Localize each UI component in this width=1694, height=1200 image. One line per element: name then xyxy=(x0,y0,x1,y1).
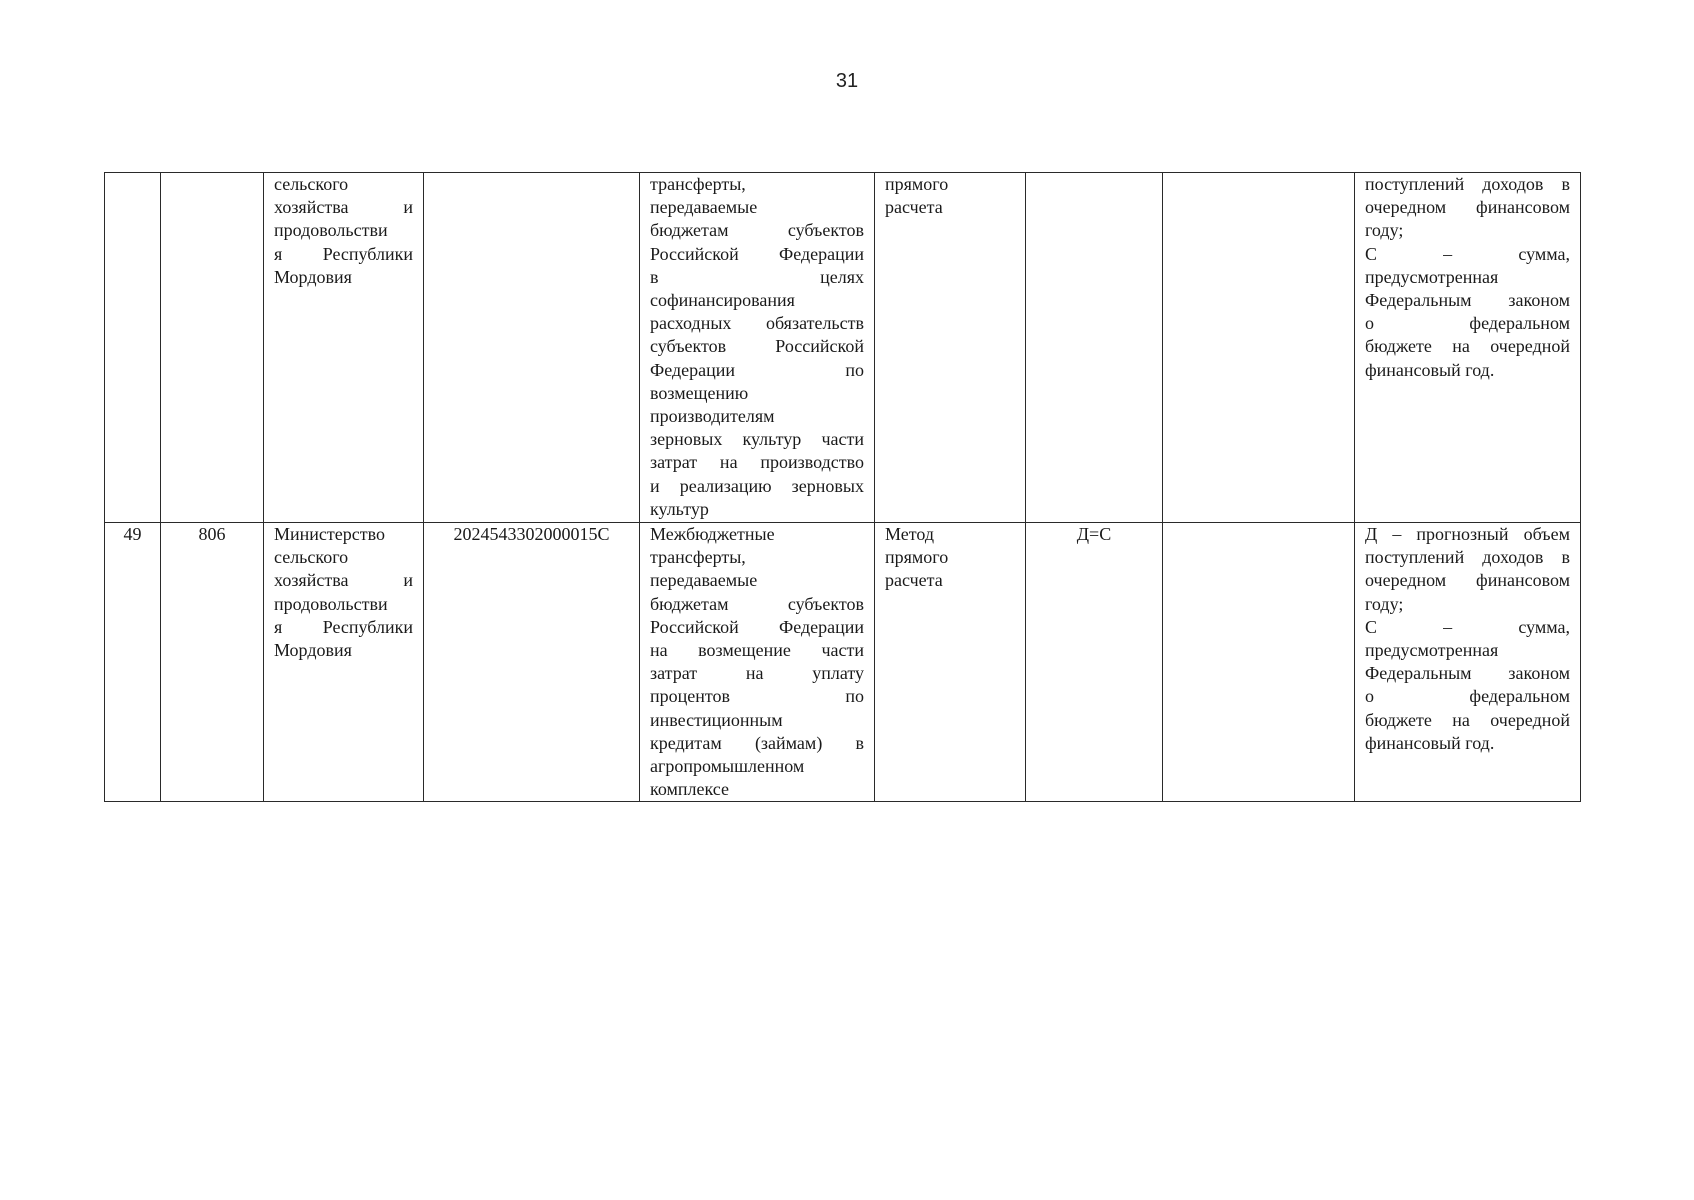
cell-line: я Республики xyxy=(274,243,413,264)
cell-revenue-name xyxy=(640,173,875,523)
cell-line: году; xyxy=(1365,593,1404,614)
cell-line: Мордовия xyxy=(274,266,352,287)
cell-description xyxy=(1355,173,1581,523)
cell-line: Федеральным законом xyxy=(1365,663,1570,684)
cell-line: возмещению xyxy=(650,382,749,403)
cell-line: я Республики xyxy=(274,616,413,637)
cell-line: хозяйства и xyxy=(274,197,413,218)
cell-line: Метод xyxy=(885,524,935,544)
cell-line: С – сумма, xyxy=(1365,616,1570,637)
cell-line: Д – прогнозный объем xyxy=(1365,524,1570,544)
cell-line: о федеральном xyxy=(1365,313,1570,334)
cell-line: производителям xyxy=(650,406,775,427)
cell-extra xyxy=(1163,173,1355,523)
cell-revenue-name xyxy=(640,523,875,802)
cell-line: финансовый год. xyxy=(1365,359,1495,380)
cell-line: Мордовия xyxy=(274,640,352,661)
cell-line: инвестиционным xyxy=(650,709,783,730)
cell-line: Федеральным законом xyxy=(1365,290,1570,311)
cell-administrator xyxy=(264,173,424,523)
cell-line: очередном финансовом xyxy=(1365,197,1570,218)
cell-administrator xyxy=(264,523,424,802)
cell-line: комплексе xyxy=(650,779,729,800)
cell-code: 806 xyxy=(161,523,264,802)
cell-line: расходных обязательств xyxy=(650,313,864,334)
cell-formula: Д=С xyxy=(1026,523,1163,802)
cell-line: году; xyxy=(1365,220,1404,241)
cell-line: продовольстви xyxy=(274,593,388,614)
cell-line: передаваемые xyxy=(650,197,758,218)
cell-line: и реализацию зерновых xyxy=(650,475,864,496)
table-row xyxy=(105,523,1581,802)
cell-line: сельского xyxy=(274,174,349,194)
revenue-methods-table xyxy=(104,172,1581,802)
cell-kbk: 2024543302000015С xyxy=(424,523,640,802)
cell-line: расчета xyxy=(885,197,943,218)
cell-line: в целях xyxy=(650,266,864,287)
cell-line: поступлений доходов в xyxy=(1365,174,1570,194)
cell-line: на возмещение части xyxy=(650,640,864,661)
cell-line: бюджетам субъектов xyxy=(650,220,864,241)
cell-line: С – сумма, xyxy=(1365,243,1570,264)
cell-line: очередном финансовом xyxy=(1365,570,1570,591)
cell-method xyxy=(875,173,1026,523)
cell-code xyxy=(161,173,264,523)
cell-line: Российской Федерации xyxy=(650,243,864,264)
cell-line: передаваемые xyxy=(650,570,758,591)
cell-line: хозяйства и xyxy=(274,570,413,591)
cell-line: предусмотренная xyxy=(1365,266,1499,287)
table-row xyxy=(105,173,1581,523)
cell-kbk xyxy=(424,173,640,523)
cell-line: предусмотренная xyxy=(1365,640,1499,661)
cell-line: процентов по xyxy=(650,686,864,707)
cell-line: Российской Федерации xyxy=(650,616,864,637)
cell-line: софинансирования xyxy=(650,290,795,311)
cell-line: прямого xyxy=(885,547,949,568)
cell-number: 49 xyxy=(105,523,161,802)
cell-line: прямого xyxy=(885,174,949,194)
cell-line: сельского xyxy=(274,547,349,568)
cell-line: бюджете на очередной xyxy=(1365,336,1570,357)
cell-line: Министерство xyxy=(274,524,385,544)
cell-line: поступлений доходов в xyxy=(1365,547,1570,568)
cell-line: бюджете на очередной xyxy=(1365,709,1570,730)
cell-extra xyxy=(1163,523,1355,802)
cell-line: агропромышленном xyxy=(650,756,805,777)
page-number: 31 xyxy=(835,70,859,92)
cell-line: расчета xyxy=(885,570,943,591)
cell-line: трансферты, xyxy=(650,547,746,568)
cell-formula xyxy=(1026,173,1163,523)
cell-method xyxy=(875,523,1026,802)
cell-line: о федеральном xyxy=(1365,686,1570,707)
cell-line: зерновых культур части xyxy=(650,429,864,450)
cell-line: бюджетам субъектов xyxy=(650,593,864,614)
cell-line: финансовый год. xyxy=(1365,732,1495,753)
cell-line: затрат на уплату xyxy=(650,663,864,684)
cell-number xyxy=(105,173,161,523)
cell-line: Межбюджетные xyxy=(650,524,775,544)
table-body xyxy=(105,173,1581,802)
cell-line: продовольстви xyxy=(274,220,388,241)
cell-line: субъектов Российской xyxy=(650,336,864,357)
cell-line: кредитам (займам) в xyxy=(650,732,864,753)
cell-line: культур xyxy=(650,498,709,519)
cell-description xyxy=(1355,523,1581,802)
cell-line: трансферты, xyxy=(650,174,746,194)
cell-line: затрат на производство xyxy=(650,452,864,473)
cell-line: Федерации по xyxy=(650,359,864,380)
